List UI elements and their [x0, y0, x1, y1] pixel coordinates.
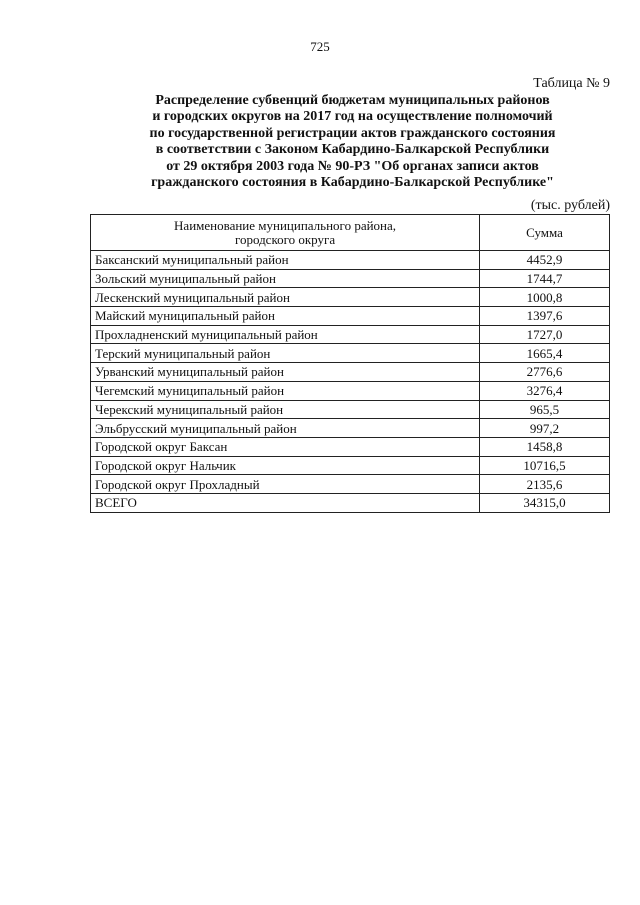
table-row	[91, 456, 610, 475]
row-amount: 1727,0	[480, 325, 610, 344]
table-row	[91, 419, 610, 438]
title-line: Распределение субвенций бюджетам муниципальных районов	[155, 93, 550, 108]
column-header-amount: Сумма	[480, 215, 610, 251]
table-row	[91, 325, 610, 344]
row-amount: 10716,5	[480, 456, 610, 475]
title-line: по государственной регистрации актов гражданского состояния	[149, 125, 556, 141]
row-name: Черекский муниципальный район	[91, 400, 480, 419]
subventions-table	[90, 214, 610, 513]
row-amount: 1000,8	[480, 288, 610, 307]
column-header-name-line2: городского округа	[234, 231, 336, 247]
row-name: Прохладненский муниципальный район	[91, 325, 480, 344]
table-header-row	[91, 215, 610, 251]
row-name: Городской округ Нальчик	[91, 456, 480, 475]
title-line: в соответствии с Законом Кабардино-Балкарской Республики	[155, 142, 550, 158]
page-number: 725	[310, 39, 330, 54]
table-row	[91, 437, 610, 456]
row-name: Городской округ Прохладный	[91, 475, 480, 494]
table-total-row	[91, 493, 610, 512]
title-line: гражданского состояния в Кабардино-Балкарской Республике"	[151, 175, 554, 191]
row-amount: 997,2	[480, 419, 610, 438]
table-row	[91, 363, 610, 382]
table-row	[91, 251, 610, 270]
row-name: Майский муниципальный район	[91, 307, 480, 326]
column-header-name-line1: Наименование муниципального района,	[174, 217, 397, 233]
row-amount: 1397,6	[480, 307, 610, 326]
table-label: Таблица № 9	[533, 76, 610, 91]
row-amount: 3276,4	[480, 381, 610, 400]
row-name: Баксанский муниципальный район	[91, 251, 480, 270]
row-name: Чегемский муниципальный район	[91, 381, 480, 400]
title-line: от 29 октября 2003 года № 90-РЗ "Об органах записи актов	[166, 158, 539, 174]
row-amount: 965,5	[480, 400, 610, 419]
row-name: Урванский муниципальный район	[91, 363, 480, 382]
title-line: и городских округов на 2017 год на осуществление полномочий	[152, 109, 553, 125]
row-amount: 2135,6	[480, 475, 610, 494]
row-amount: 1665,4	[480, 344, 610, 363]
row-name: Эльбрусский муниципальный район	[91, 419, 480, 438]
row-name: Городской округ Баксан	[91, 437, 480, 456]
table-row	[91, 288, 610, 307]
row-name: Зольский муниципальный район	[91, 269, 480, 288]
table-row	[91, 400, 610, 419]
table-row	[91, 344, 610, 363]
row-amount: 1744,7	[480, 269, 610, 288]
column-header-name	[91, 215, 480, 251]
row-name: Лескенский муниципальный район	[91, 288, 480, 307]
table-row	[91, 269, 610, 288]
table-row	[91, 475, 610, 494]
table-row	[91, 381, 610, 400]
row-amount: 2776,6	[480, 363, 610, 382]
table-row	[91, 307, 610, 326]
document-title	[95, 93, 610, 191]
total-label: ВСЕГО	[91, 493, 480, 512]
row-amount: 1458,8	[480, 437, 610, 456]
units-note: (тыс. рублей)	[530, 198, 610, 213]
total-amount: 34315,0	[480, 493, 610, 512]
row-name: Терский муниципальный район	[91, 344, 480, 363]
row-amount: 4452,9	[480, 251, 610, 270]
